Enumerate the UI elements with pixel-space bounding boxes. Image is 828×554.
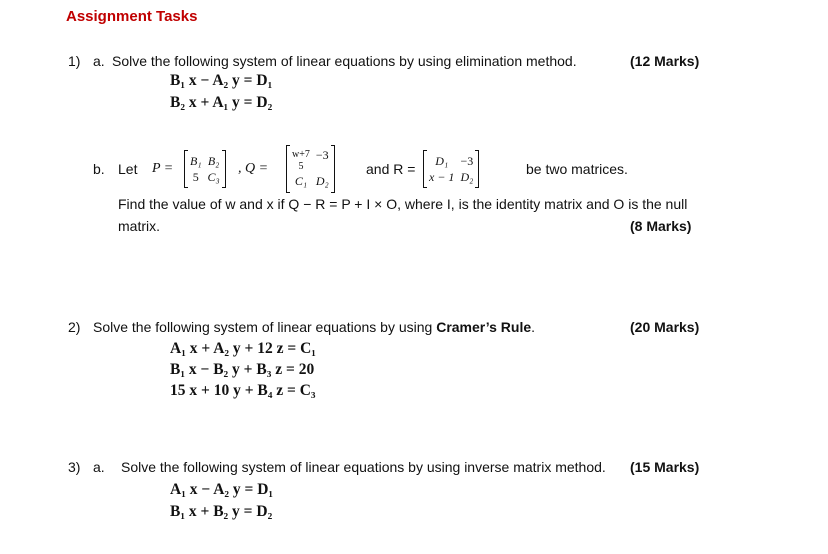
- matrix-r-cell: D₁: [435, 154, 449, 168]
- matrix-q-cell: C₁: [294, 174, 308, 188]
- and-R-text: and R =: [366, 161, 416, 177]
- q2-method: Cramer’s Rule: [436, 319, 532, 335]
- matrix-r-cell: −3: [460, 154, 474, 168]
- q3-equation-2: B₁ x + B₂ y = D₂: [170, 503, 273, 520]
- q1b-label: b.: [93, 161, 105, 177]
- matrix-q: [286, 146, 335, 192]
- q2-marks: (20 Marks): [630, 319, 700, 335]
- matrix-q-cell: 5: [298, 161, 304, 172]
- q2-equation-1: A₁ x + A₂ y + 12 z = C₁: [170, 340, 316, 357]
- q1b-find-line-1: Find the value of w and x if Q − R = P + I × O, where I, is the identity matrix and O is the null: [118, 196, 688, 212]
- q3-marks: (15 Marks): [630, 459, 700, 475]
- matrix-p-cell: B₂: [207, 154, 220, 168]
- q3-instruction: Solve the following system of linear equations by using inverse matrix method.: [121, 459, 606, 475]
- matrix-r-cell: x − 1: [429, 170, 455, 184]
- matrix-q-cell: w+7: [292, 149, 310, 160]
- matrix-q-cell: D₂: [315, 174, 329, 188]
- q2-instruction: [93, 319, 535, 335]
- matrix-p-label: P =: [152, 161, 174, 176]
- matrix-p-cell: B₁: [190, 154, 202, 168]
- q2-number: 2): [68, 319, 81, 335]
- q1a-label: a.: [93, 53, 105, 69]
- q2-equation-3: 15 x + 10 y + B₄ z = C₃: [170, 382, 316, 399]
- q1b-marks: (8 Marks): [630, 218, 692, 234]
- q1-number: 1): [68, 53, 81, 69]
- q2-equation-2: B₁ x − B₂ y + B₃ z = 20: [170, 361, 315, 378]
- q1a-marks: (12 Marks): [630, 53, 700, 69]
- matrix-p-cell: 5: [192, 170, 199, 184]
- q3-number: 3): [68, 459, 81, 475]
- page-heading: Assignment Tasks: [66, 8, 198, 25]
- matrix-q-cell: −3: [315, 148, 329, 162]
- q2-text-end: .: [531, 319, 536, 335]
- matrix-r-label: [366, 161, 415, 179]
- q3a-label: a.: [93, 459, 105, 475]
- matrix-p: [184, 151, 226, 187]
- q1b-tail: be two matrices.: [526, 161, 628, 177]
- q2-text: Solve the following system of linear equations by using: [93, 319, 437, 335]
- matrix-q-label: , Q =: [238, 161, 269, 176]
- matrix-r: [423, 151, 479, 187]
- q1b-let: Let: [118, 161, 138, 177]
- q1a-equation-2: B₂ x + A₁ y = D₂: [170, 94, 273, 111]
- q1a-instruction: Solve the following system of linear equations by using elimination method.: [112, 53, 577, 69]
- q1b-find-line-2: matrix.: [118, 218, 160, 234]
- q1a-equation-1: B₁ x − A₂ y = D₁: [170, 72, 273, 89]
- matrix-p-cell: C₃: [207, 170, 220, 184]
- matrix-q-cell: [316, 161, 329, 173]
- matrix-r-cell: D₂: [460, 170, 474, 184]
- q3-equation-1: A₁ x − A₂ y = D₁: [170, 481, 274, 498]
